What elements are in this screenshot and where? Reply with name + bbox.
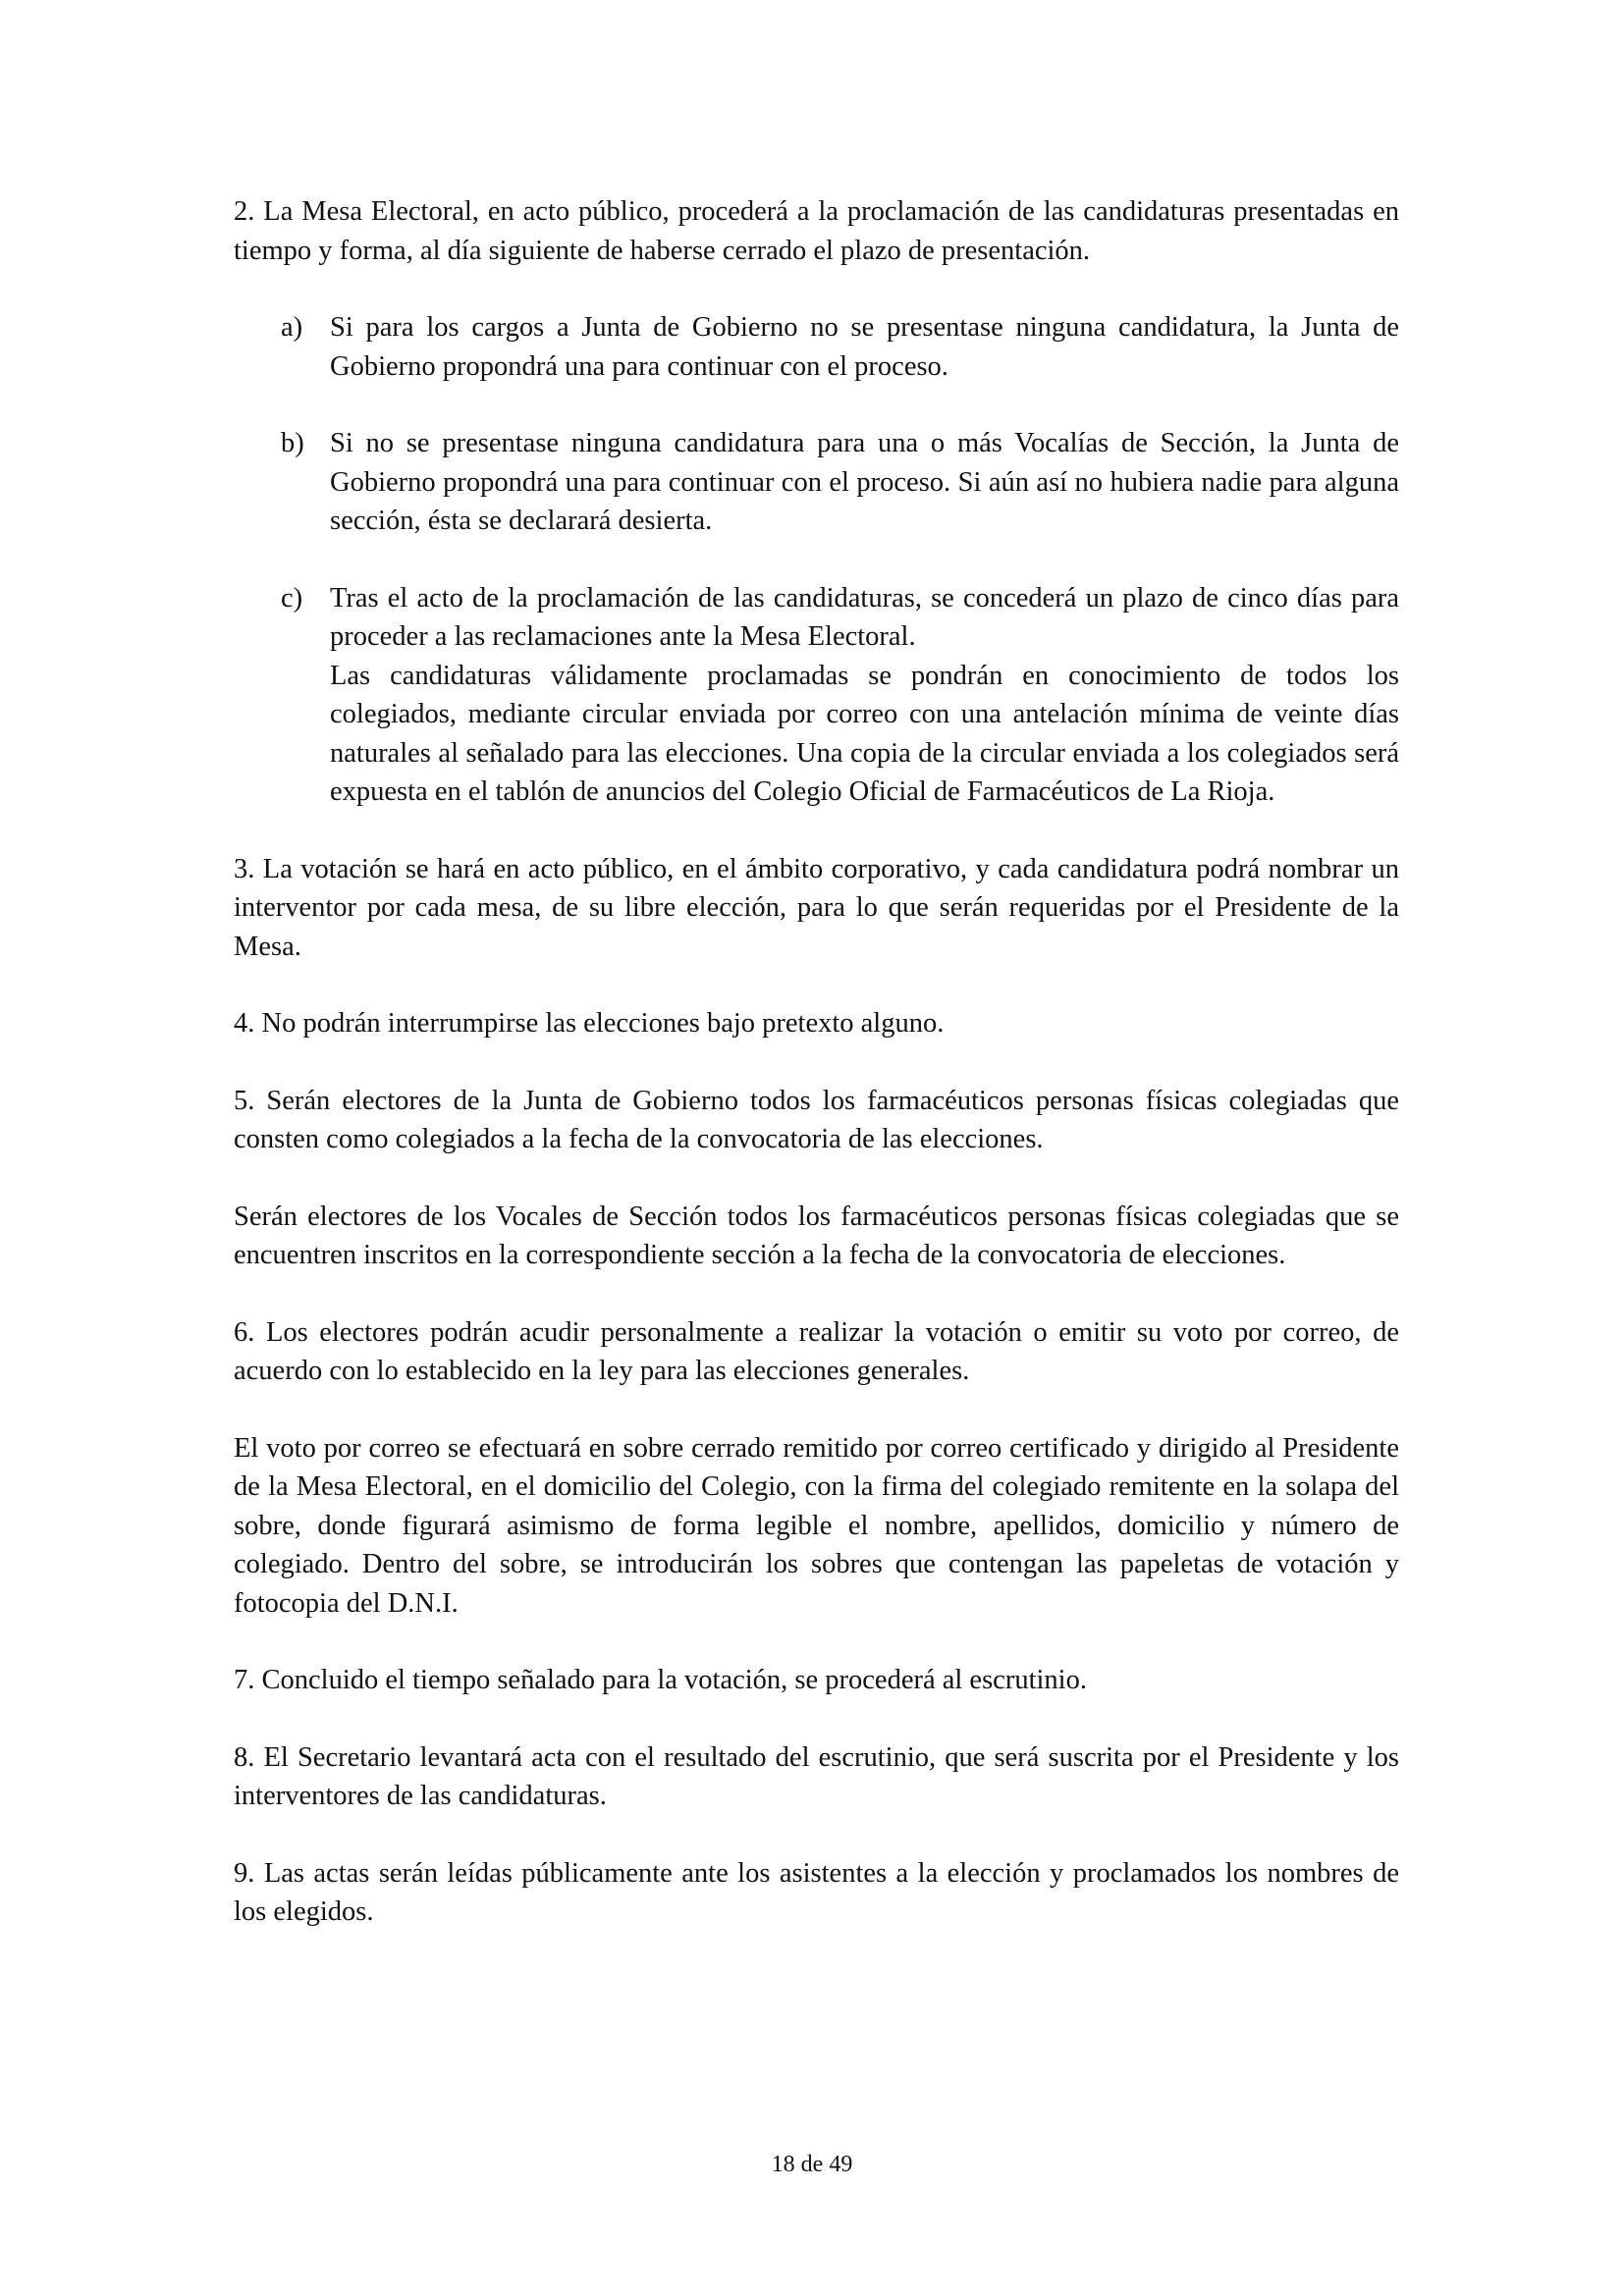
sublist-item-text: Si no se presentase ninguna candidatura para una o más Vocalías de Sección, la Junta de Gobierno propondrá una para continuar con el proceso. Si aún así no hubiera nadie para alguna sección, ésta se declarará desierta. [330,428,1399,536]
list-marker: c) [281,582,303,614]
page-number: 18 de 49 [771,2152,853,2177]
paragraph-3: 3. La votación se hará en acto público, en el ámbito corporativo, y cada candidatura podrá nombrar un interventor por cada mesa, de su libre elección, para lo que serán requeridas por el Presidente de la Mesa. [234,853,1399,962]
sublist-item-a [234,308,1399,386]
sublist-item-c [234,579,1399,812]
paragraph-7: 7. Concluido el tiempo señalado para la votación, se procederá al escrutinio. [234,1665,1087,1695]
paragraph-6: 6. Los electores podrán acudir personalmente a realizar la votación o emitir su voto por correo, de acuerdo con lo establecido en la ley para las elecciones generales. [234,1316,1399,1386]
paragraph-8: 8. El Secretario levantará acta con el resultado del escrutinio, que será suscrita por el Presidente y los interventores de las candidaturas. [234,1741,1399,1811]
paragraph-2: 2. La Mesa Electoral, en acto público, procederá a la proclamación de las candidaturas presentadas en tiempo y forma, al día siguiente de haberse cerrado el plazo de presentación. [234,196,1399,266]
paragraph-6-voto-correo: El voto por correo se efectuará en sobre cerrado remitido por correo certificado y dirigido al Presidente de la Mesa Electoral, en el domicilio del Colegio, con la firma del colegiado remitente en la solapa del sobre, donde figurará asimismo de forma legible el nombre, apellidos, domicilio y número de colegiado. Dentro del sobre, se introducirán los sobres que contengan las papeletas de votación y fotocopia del D.N.I. [234,1432,1399,1619]
sublist-item-text: Tras el acto de la proclamación de las candidaturas, se concederá un plazo de cinco días para proceder a las reclamaciones ante la Mesa Electoral. [330,582,1399,652]
paragraph-5: 5. Serán electores de la Junta de Gobierno todos los farmacéuticos personas físicas colegiadas que consten como colegiados a la fecha de la convocatoria de las elecciones. [234,1085,1399,1154]
sublist-item-text-continued: Las candidaturas válidamente proclamadas se pondrán en conocimiento de todos los colegiados, mediante circular enviada por correo con una antelación mínima de veinte días naturales al señalado para las elecciones. Una copia de la circular enviada a los colegiados será expuesta en el tablón de anuncios del Colegio Oficial de Farmacéuticos de La Rioja. [330,660,1399,807]
document-page [234,192,1399,1970]
list-marker: b) [281,428,304,458]
list-marker: a) [281,312,303,343]
sublist-item-b [234,424,1399,541]
candidature-sublist [234,308,1399,812]
sublist-item-text: Si para los cargos a Junta de Gobierno no se presentase ninguna candidatura, la Junta de Gobierno propondrá una para continuar con el proceso. [330,312,1399,382]
paragraph-5-vocales: Serán electores de los Vocales de Sección todos los farmacéuticos personas físicas colegiadas que se encuentren inscritos en la correspondiente sección a la fecha de la convocatoria de elecciones. [234,1201,1399,1270]
paragraph-9: 9. Las actas serán leídas públicamente ante los asistentes a la elección y proclamados los nombres de los elegidos. [234,1857,1399,1927]
paragraph-4: 4. No podrán interrumpirse las elecciones bajo pretexto alguno. [234,1008,945,1039]
